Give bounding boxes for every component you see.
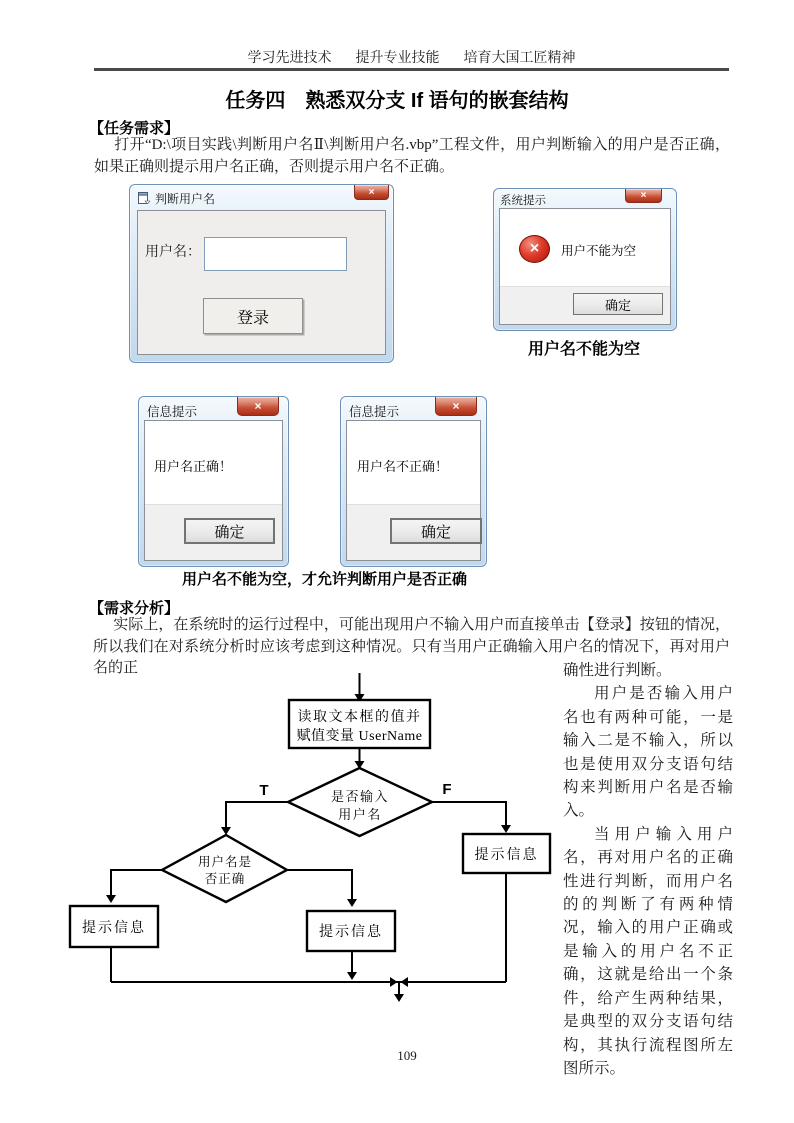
requirement-paragraph: 打开“D:\项目实践\判断用户名Ⅱ\判断用户名.vbp”工程文件，用户判断输入的用户是否正确，如果正确则提示用户名正确，否则提示用户名不正确。 — [94, 137, 730, 175]
info-message: 用户名不正确！ — [357, 459, 449, 474]
info-message: 用户名正确！ — [154, 459, 233, 474]
dialog-footer — [500, 286, 670, 324]
dialog-client-area — [137, 210, 386, 355]
dialog-system-alert — [493, 188, 677, 331]
dialog-info-correct — [138, 396, 289, 567]
analysis-paragraph: 实际上，在系统时的运行过程中，可能出现用户不输入用户而直接单击【登录】按钮的情况，所以我们在对系统分析时应该考虑到这种情况。只有当用户正确输入用户名的情况下，再对用户名的正 — [93, 617, 730, 676]
dialog-title: 系统提示 — [500, 195, 546, 207]
dialog-judge-username — [129, 184, 394, 363]
decision1-text-line1: 是否输入 — [330, 789, 390, 804]
section-heading-analysis: 【需求分析】 — [89, 600, 180, 617]
process-text-line1: 读取文本框的值并 — [297, 710, 422, 725]
page-title: 任务四 熟悉双分支 If 语句的嵌套结构 — [225, 90, 569, 112]
page-header — [94, 47, 729, 67]
box-mid-text: 提示信息 — [319, 925, 383, 940]
dialog-client-area — [144, 420, 283, 561]
header-slogan-2: 提升专业技能 — [355, 51, 440, 66]
decision2-text-line2: 否正确 — [204, 872, 246, 886]
page-number: 109 — [397, 1048, 417, 1063]
caption-info-dialogs: 用户名不能为空，才允许判断用户是否正确 — [182, 571, 468, 588]
analysis-right-column — [563, 659, 733, 1080]
close-icon: × — [640, 189, 647, 201]
error-icon: × — [519, 235, 550, 263]
flowchart — [60, 670, 560, 1010]
dialog-footer — [145, 504, 282, 560]
analysis-col-paragraph-2: 当用户输入用户名，再对用户名的正确性进行判断，而用户名的的判断了有两种情况，输入的用户正确或是输入的用户名不正确，这就是给出一个条件，给产生两种结果，是典型的双分支语句结构，其执行流程图所左图所示。 — [563, 825, 733, 1077]
process-text-line2: 赋值变量 UserName — [296, 729, 423, 744]
close-button[interactable] — [237, 397, 279, 416]
box-left-text: 提示信息 — [82, 921, 146, 936]
ok-button[interactable]: 确定 — [184, 518, 275, 544]
close-icon: × — [368, 186, 375, 198]
analysis-continuation: 确性进行判断。 — [563, 662, 672, 679]
true-branch-label: T — [259, 782, 269, 799]
dialog-client-area — [346, 420, 481, 561]
analysis-col-paragraph-1: 用户是否输入用户名也有两种可能，一是输入二是不输入，所以也是使用双分支语句结构来判断用户名是否输入。 — [563, 685, 733, 820]
false-branch-label: F — [442, 781, 452, 798]
username-input[interactable] — [204, 237, 347, 271]
close-button[interactable] — [625, 189, 662, 203]
error-message: 用户不能为空 — [561, 244, 637, 258]
login-button[interactable]: 登录 — [203, 298, 303, 334]
decision1-text-line2: 用户名 — [338, 807, 382, 822]
ok-button[interactable]: 确定 — [390, 518, 482, 544]
username-label: 用户名： — [145, 245, 201, 260]
header-rule — [94, 68, 729, 71]
decision2-text-line1: 用户名是 — [197, 855, 253, 869]
dialog-footer — [347, 504, 480, 560]
box-right-text: 提示信息 — [474, 848, 539, 863]
form-icon — [138, 191, 150, 203]
close-icon: × — [452, 398, 460, 413]
dialog-title: 判断用户名 — [155, 192, 216, 206]
caption-error-dialog: 用户名不能为空 — [527, 341, 640, 358]
close-icon: × — [254, 398, 262, 413]
dialog-title: 信息提示 — [349, 405, 400, 419]
close-button[interactable] — [354, 185, 389, 200]
close-button[interactable] — [435, 397, 477, 416]
header-slogan-3: 培育大国工匠精神 — [463, 51, 576, 66]
dialog-title: 信息提示 — [147, 405, 198, 419]
header-slogan-1: 学习先进技术 — [247, 51, 332, 66]
dialog-client-area — [499, 208, 671, 325]
dialog-info-incorrect — [340, 396, 487, 567]
ok-button[interactable]: 确定 — [573, 293, 663, 315]
section-heading-requirement: 【任务需求】 — [89, 120, 180, 137]
